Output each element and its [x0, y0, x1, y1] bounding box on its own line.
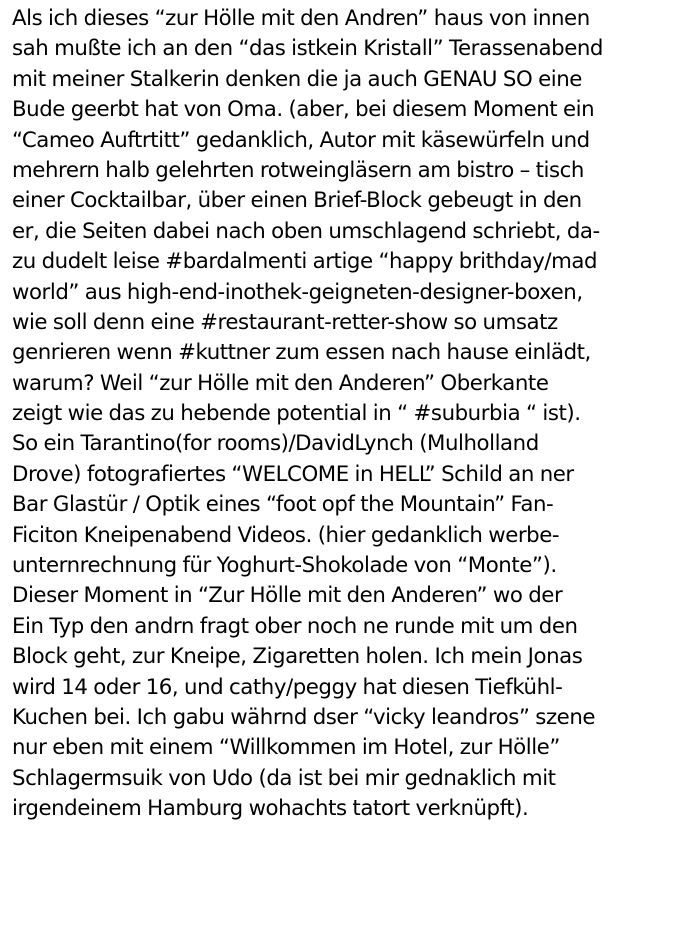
text-line: Bar Glastür / Optik eines “foot opf the Mountain” Fan- — [12, 492, 554, 518]
text-line: Kuchen bei. Ich gabu währnd dser “vicky leandros” szene — [12, 704, 596, 730]
text-line: warum? Weil “zur Hölle mit den Anderen” Oberkante — [12, 370, 549, 396]
text-line: wie soll denn eine #restaurant-retter-show so umsatz — [12, 309, 558, 335]
text-line: Bude geerbt hat von Oma. (aber, bei diesem Moment ein — [12, 97, 595, 123]
text-line: Ein Typ den andrn fragt ober noch ne runde mit um den — [12, 613, 578, 639]
text-line: mehrern halb gelehrten rotweingläsern am bistro – tisch — [12, 157, 584, 183]
text-line: mit meiner Stalkerin denken die ja auch GENAU SO eine — [12, 66, 582, 92]
text-line: sah mußte ich an den “das istkein Kristall” Terassenabend — [12, 36, 603, 62]
text-line: er, die Seiten dabei nach oben umschlagend schriebt, da- — [12, 218, 600, 244]
text-line: zeigt wie das zu hebende potential in “ #suburbia “ ist). — [12, 401, 581, 427]
text-line: “Cameo Auftrtitt” gedanklich, Autor mit käsewürfeln und — [12, 127, 590, 153]
document-text — [12, 4, 680, 825]
text-line: Drove) fotografiertes “WELCOME in HELL” Schild an ner — [12, 461, 574, 487]
text-line: Ficiton Kneipenabend Videos. (hier gedanklich werbe- — [12, 522, 560, 548]
text-line: wird 14 oder 16, und cathy/peggy hat diesen Tiefkühl- — [12, 674, 563, 700]
text-line: Als ich dieses “zur Hölle mit den Andren” haus von innen — [12, 6, 590, 31]
text-line: zu dudelt leise #bardalmenti artige “happy brithday/mad — [12, 249, 598, 275]
text-line: Dieser Moment in “Zur Hölle mit den Anderen” wo der — [12, 583, 563, 609]
text-line: world” aus high-end-inothek-geigneten-designer-boxen, — [12, 279, 583, 305]
text-line: einer Cocktailbar, über einen Brief-Block gebeugt in den — [12, 188, 582, 214]
text-line: Schlagermsuik von Udo (da ist bei mir gednaklich mit — [12, 765, 556, 791]
text-line: irgendeinem Hamburg wohachts tatort verknüpft). — [12, 796, 529, 822]
text-line: genrieren wenn #kuttner zum essen nach hause einlädt, — [12, 340, 591, 366]
text-line: nur eben mit einem “Willkommen im Hotel, zur Hölle” — [12, 735, 560, 761]
text-line: unternrechnung für Yoghurt-Shokolade von “Monte”). — [12, 553, 557, 579]
text-line: So ein Tarantino(for rooms)/DavidLynch (Mulholland — [12, 431, 539, 457]
text-line: Block geht, zur Kneipe, Zigaretten holen. Ich mein Jonas — [12, 644, 583, 670]
